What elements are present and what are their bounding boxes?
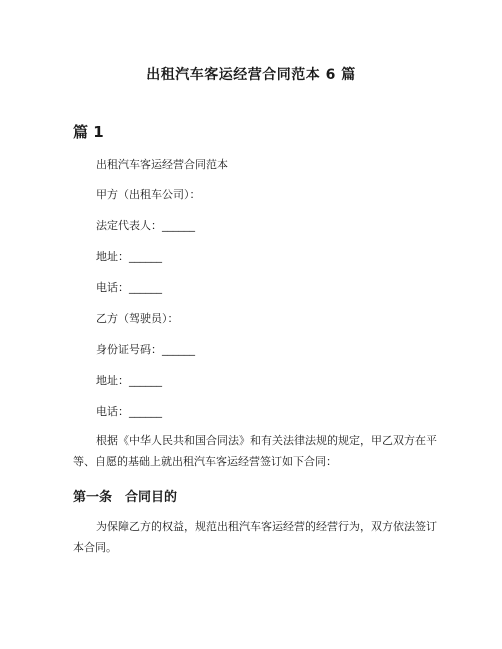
party-a-phone-line: 电话：______ <box>96 281 162 294</box>
legal-rep-line: 法定代表人：______ <box>96 219 195 232</box>
article-paragraph: 为保障乙方的权益，规范出租汽车客运经营的经营行为，双方依法签订本合同。 <box>73 520 437 554</box>
party-b-line: 乙方（驾驶员）： <box>96 312 179 325</box>
section-heading: 篇 1 <box>73 123 104 141</box>
party-b-address-line: 地址：______ <box>96 374 162 387</box>
party-a-address-line: 地址：______ <box>96 250 162 263</box>
contract-title-line: 出租汽车客运经营合同范本 <box>96 158 228 171</box>
document-title: 出租汽车客运经营合同范本 6 篇 <box>146 67 356 83</box>
party-b-phone-line: 电话：______ <box>96 405 162 418</box>
party-a-line: 甲方（出租车公司）： <box>96 188 201 201</box>
id-number-line: 身份证号码：______ <box>96 343 195 356</box>
article-heading: 第一条 合同目的 <box>73 490 178 505</box>
intro-paragraph: 根据《中华人民共和国合同法》和有关法律法规的规定，甲乙双方在平等、自愿的基础上就出租汽车客运经营签订如下合同： <box>73 434 437 468</box>
